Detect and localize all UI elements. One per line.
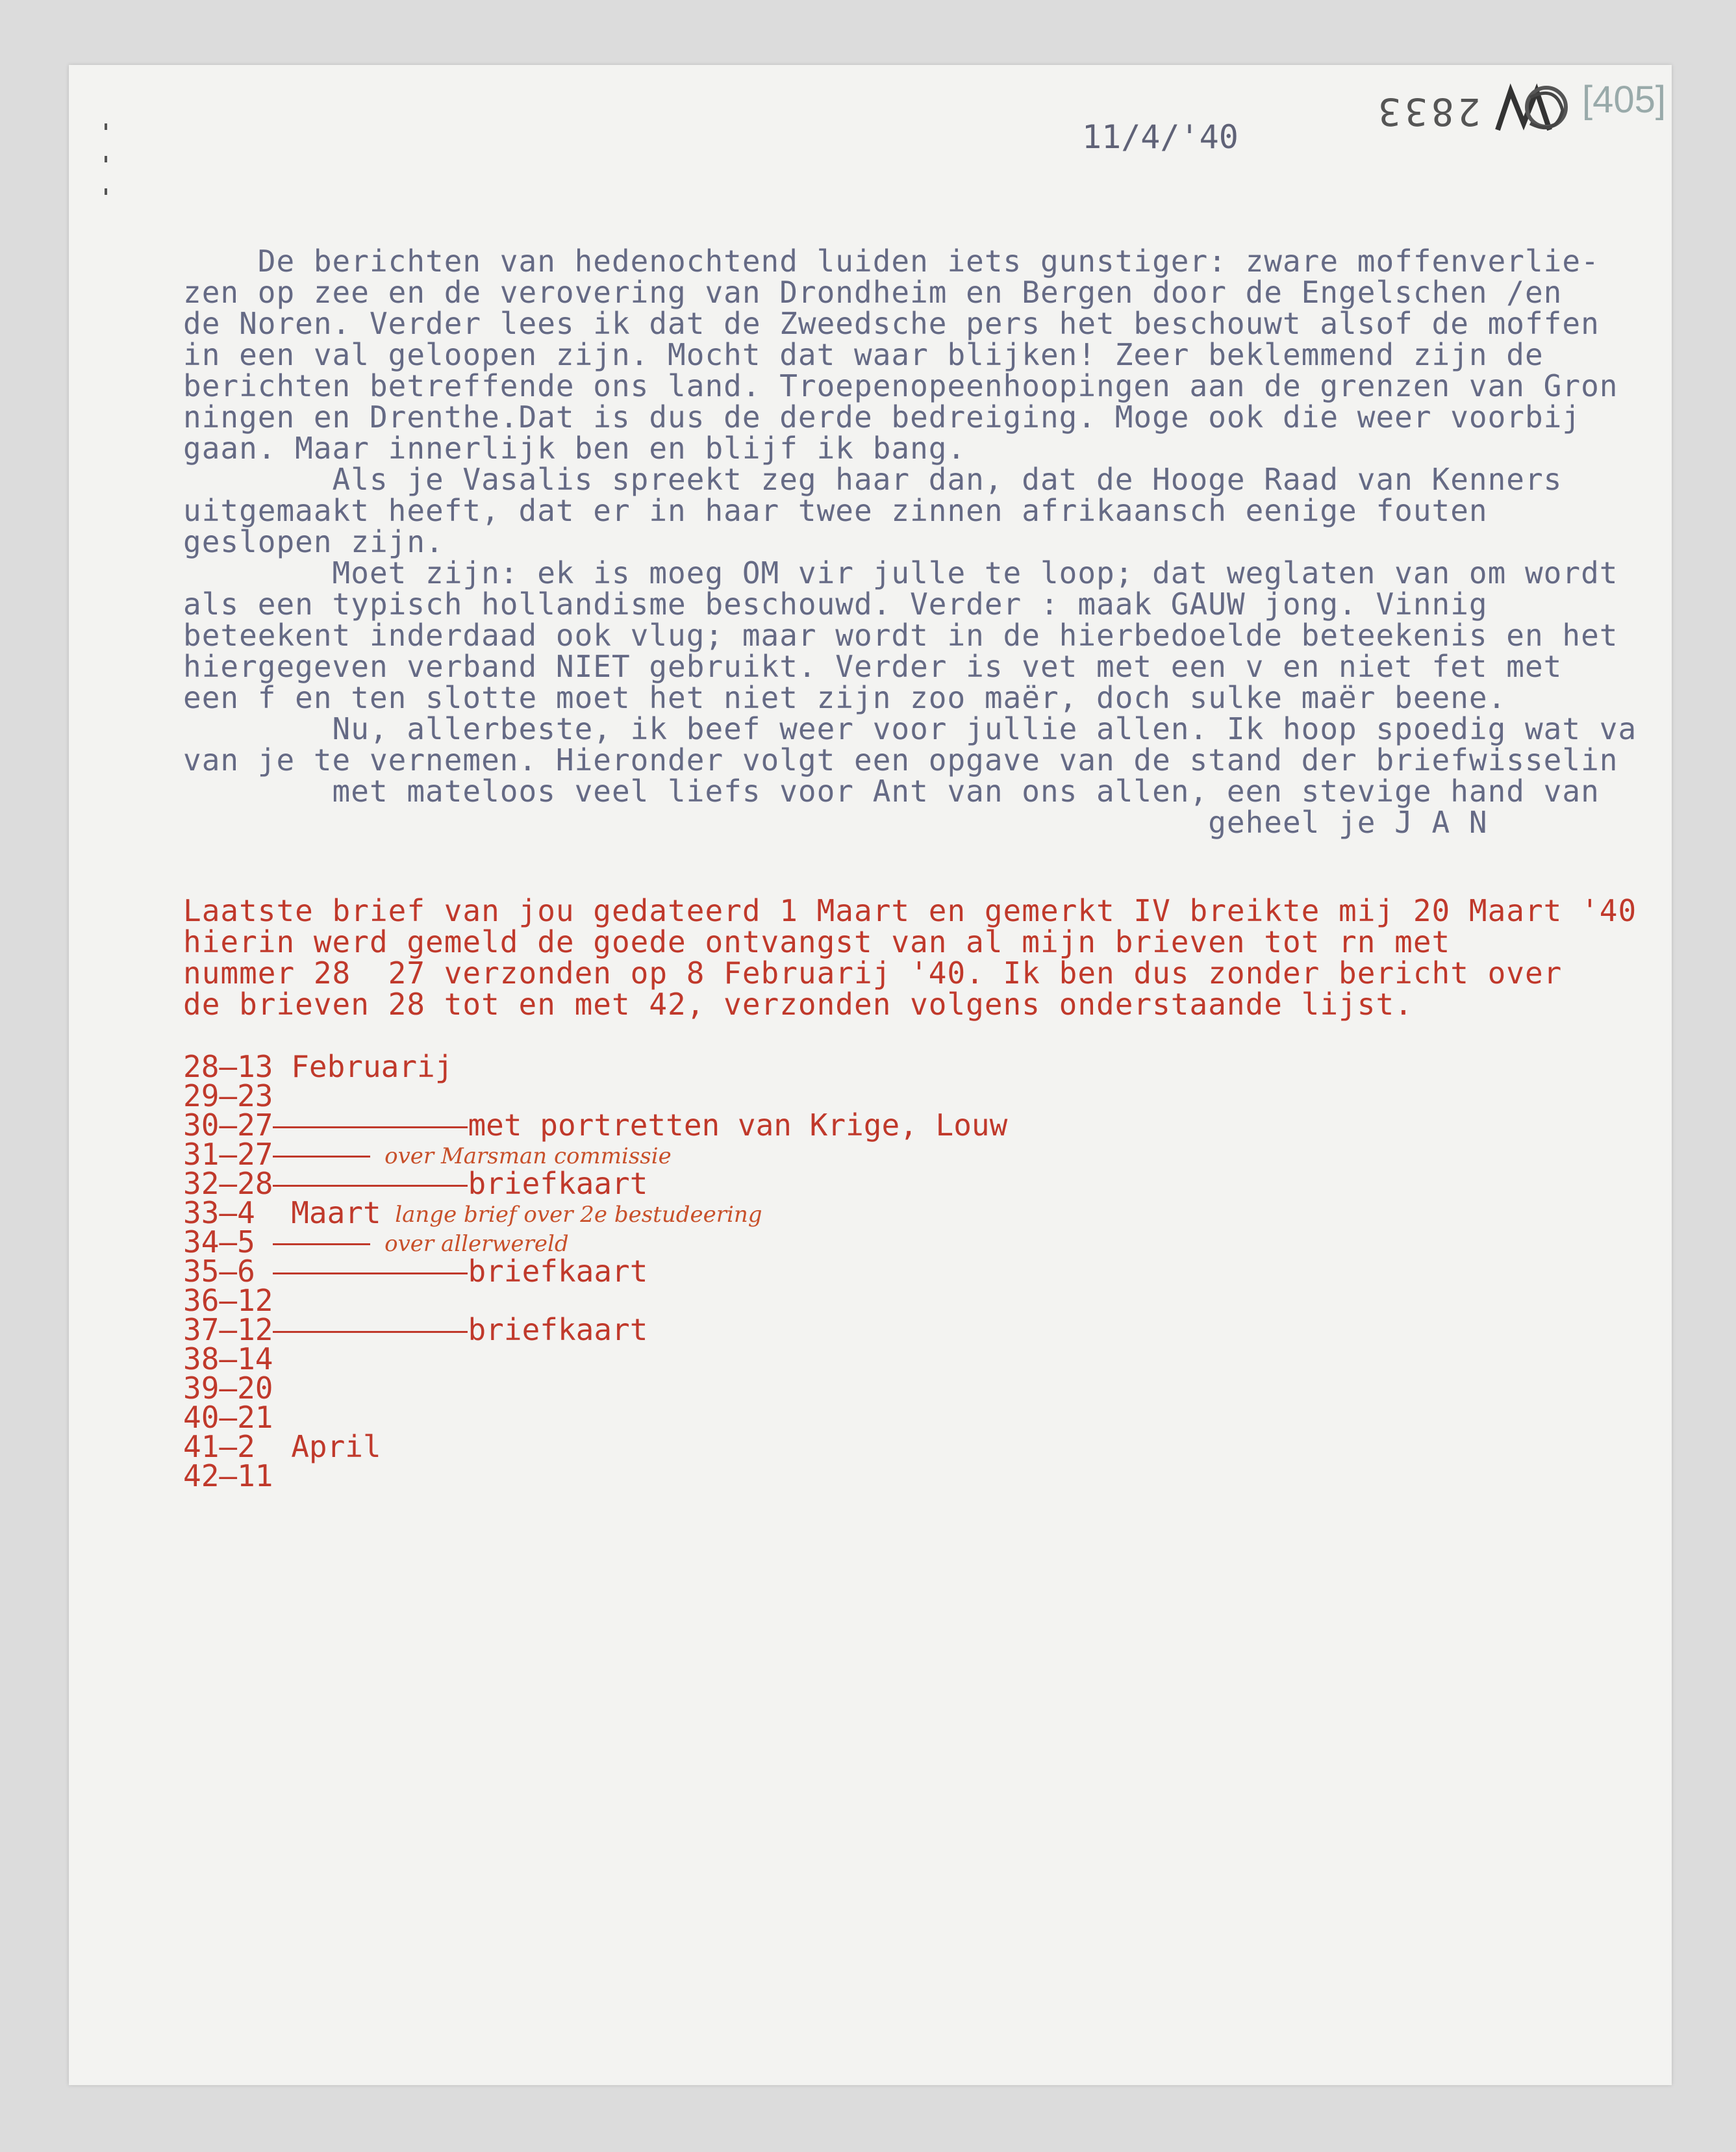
body-line: van je te vernemen. Hieronder volgt een opgave van de stand der briefwisselin xyxy=(183,742,1618,778)
letter-note: briefkaart xyxy=(468,1254,648,1289)
body-line: beteekent inderdaad ook vlug; maar wordt in de hierbedoelde beteekenis en het xyxy=(183,618,1618,653)
body-line: de Noren. Verder lees ik dat de Zweedsche pers het beschouwt alsof de moffen xyxy=(183,306,1600,341)
body-line: geheel je J A N xyxy=(183,805,1488,840)
separator-dash: — xyxy=(219,1108,238,1143)
letter-number: 30 xyxy=(183,1108,220,1143)
letter-list-row xyxy=(183,1195,1092,1230)
letter-day: 27 xyxy=(237,1137,273,1172)
letter-list-row xyxy=(183,1108,1092,1143)
body-line: berichten betreffende ons land. Troepenopeenhoopingen aan de grenzen van Gron xyxy=(183,368,1618,403)
connector-line xyxy=(273,1156,370,1158)
letter-number: 37 xyxy=(183,1312,220,1347)
body-line: een f en ten slotte moet het niet zijn zoo maër, doch sulke maër beene. xyxy=(183,680,1507,715)
letter-postscript xyxy=(183,895,1672,1020)
letter-number: 41 xyxy=(183,1429,220,1464)
letter-day: 27 xyxy=(237,1108,273,1143)
separator-dash: — xyxy=(219,1049,238,1084)
letter-number: 35 xyxy=(183,1254,220,1289)
letter-number: 42 xyxy=(183,1458,220,1493)
connector-line xyxy=(273,1185,468,1187)
letter-note: met portretten van Krige, Louw xyxy=(468,1108,1008,1143)
letter-note: briefkaart xyxy=(468,1312,648,1347)
body-line: in een val geloopen zijn. Mocht dat waar blijken! Zeer beklemmend zijn de xyxy=(183,337,1544,372)
postscript-line: de brieven 28 tot en met 42, verzonden volgens onderstaande lijst. xyxy=(183,987,1413,1022)
letter-list-row xyxy=(183,1458,1092,1493)
letter-number: 29 xyxy=(183,1078,220,1113)
separator-dash: — xyxy=(219,1341,238,1376)
body-line: Nu, allerbeste, ik beef weer voor jullie allen. Ik hoop spoedig wat va xyxy=(183,711,1637,746)
archive-stamp xyxy=(1485,71,1576,156)
body-line: geslopen zijn. xyxy=(183,524,444,559)
separator-dash: — xyxy=(219,1224,238,1260)
separator-dash: — xyxy=(219,1371,238,1406)
letter-note: April xyxy=(291,1429,381,1464)
letter-list-row xyxy=(183,1341,1092,1376)
archive-number: [405] xyxy=(1582,79,1666,121)
body-line: zen op zee en de verovering van Drondheim en Bergen door de Engelschen /en xyxy=(183,275,1563,310)
letter-day: 12 xyxy=(237,1283,273,1318)
separator-dash: — xyxy=(219,1312,238,1347)
reference-number: 2833 xyxy=(1374,90,1481,134)
letter-body xyxy=(183,246,1672,838)
separator-dash: — xyxy=(219,1166,238,1201)
letter-page xyxy=(69,65,1672,2085)
connector-line xyxy=(273,1126,468,1128)
letter-list-row xyxy=(183,1224,1092,1260)
postscript-line: hierin werd gemeld de goede ontvangst van al mijn brieven tot rn met xyxy=(183,924,1451,959)
postscript-line: nummer 28 27 verzonden op 8 Februarij '40. Ik ben dus zonder bericht over xyxy=(183,956,1563,991)
body-line: ningen en Drenthe.Dat is dus de derde bedreiging. Moge ook die weer voorbij xyxy=(183,399,1581,435)
letter-list-row xyxy=(183,1283,1092,1318)
separator-dash: — xyxy=(219,1137,238,1172)
body-line: met mateloos veel liefs voor Ant van ons allen, een stevige hand van xyxy=(183,774,1600,809)
letter-date: 11/4/'40 xyxy=(1082,118,1239,156)
handwritten-note: over allerwereld xyxy=(370,1231,569,1257)
handwritten-note: over Marsman commissie xyxy=(370,1143,672,1169)
punch-marks xyxy=(105,123,118,221)
letter-note: briefkaart xyxy=(468,1166,648,1201)
letter-number: 33 xyxy=(183,1195,220,1230)
handwritten-note: lange brief over 2e bestudeering xyxy=(381,1202,762,1228)
separator-dash: — xyxy=(219,1458,238,1493)
letter-number: 39 xyxy=(183,1371,220,1406)
letter-list xyxy=(183,1049,1092,1493)
letter-list-row xyxy=(183,1078,1092,1113)
letter-list-row xyxy=(183,1312,1092,1347)
letter-number: 28 xyxy=(183,1049,220,1084)
separator-dash: — xyxy=(219,1400,238,1435)
letter-number: 40 xyxy=(183,1400,220,1435)
letter-day: 5 xyxy=(237,1224,273,1260)
body-line: uitgemaakt heeft, dat er in haar twee zinnen afrikaansch eenige fouten xyxy=(183,493,1488,528)
letter-day: 13 xyxy=(237,1049,273,1084)
letter-list-row xyxy=(183,1166,1092,1201)
letter-note: Maart xyxy=(291,1195,381,1230)
body-line: Als je Vasalis spreekt zeg haar dan, dat de Hooge Raad van Kenners xyxy=(183,462,1563,497)
separator-dash: — xyxy=(219,1429,238,1464)
letter-list-row xyxy=(183,1049,1092,1084)
letter-day: 14 xyxy=(237,1341,273,1376)
letter-number: 31 xyxy=(183,1137,220,1172)
separator-dash: — xyxy=(219,1195,238,1230)
letter-day: 12 xyxy=(237,1312,273,1347)
separator-dash: — xyxy=(219,1254,238,1289)
body-line: gaan. Maar innerlijk ben en blijf ik bang. xyxy=(183,431,966,466)
postscript-line: Laatste brief van jou gedateerd 1 Maart en gemerkt IV breikte mij 20 Maart '40 xyxy=(183,893,1637,928)
body-line: als een typisch hollandisme beschouwd. Verder : maak GAUW jong. Vinnig xyxy=(183,587,1488,622)
letter-list-row xyxy=(183,1429,1092,1464)
body-line: hiergegeven verband NIET gebruikt. Verder is vet met een v en niet fet met xyxy=(183,649,1563,684)
separator-dash: — xyxy=(219,1283,238,1318)
letter-day: 28 xyxy=(237,1166,273,1201)
letter-list-row xyxy=(183,1137,1092,1172)
connector-line xyxy=(273,1331,468,1333)
letter-number: 36 xyxy=(183,1283,220,1318)
letter-number: 32 xyxy=(183,1166,220,1201)
letter-day: 23 xyxy=(237,1078,273,1113)
body-line: Moet zijn: ek is moeg OM vir julle te loop; dat weglaten van om wordt xyxy=(183,555,1618,590)
letter-list-row xyxy=(183,1371,1092,1406)
letter-list-row xyxy=(183,1400,1092,1435)
letter-list-row xyxy=(183,1254,1092,1289)
letter-day: 20 xyxy=(237,1371,273,1406)
letter-day: 6 xyxy=(237,1254,273,1289)
letter-day: 4 xyxy=(237,1195,273,1230)
letter-day: 2 xyxy=(237,1429,273,1464)
letter-note: Februarij xyxy=(291,1049,453,1084)
letter-number: 34 xyxy=(183,1224,220,1260)
connector-line xyxy=(273,1272,468,1274)
body-line: De berichten van hedenochtend luiden iets gunstiger: zware moffenverlie- xyxy=(183,244,1600,279)
letter-number: 38 xyxy=(183,1341,220,1376)
letter-day: 21 xyxy=(237,1400,273,1435)
separator-dash: — xyxy=(219,1078,238,1113)
connector-line xyxy=(273,1243,370,1245)
letter-day: 11 xyxy=(237,1458,273,1493)
